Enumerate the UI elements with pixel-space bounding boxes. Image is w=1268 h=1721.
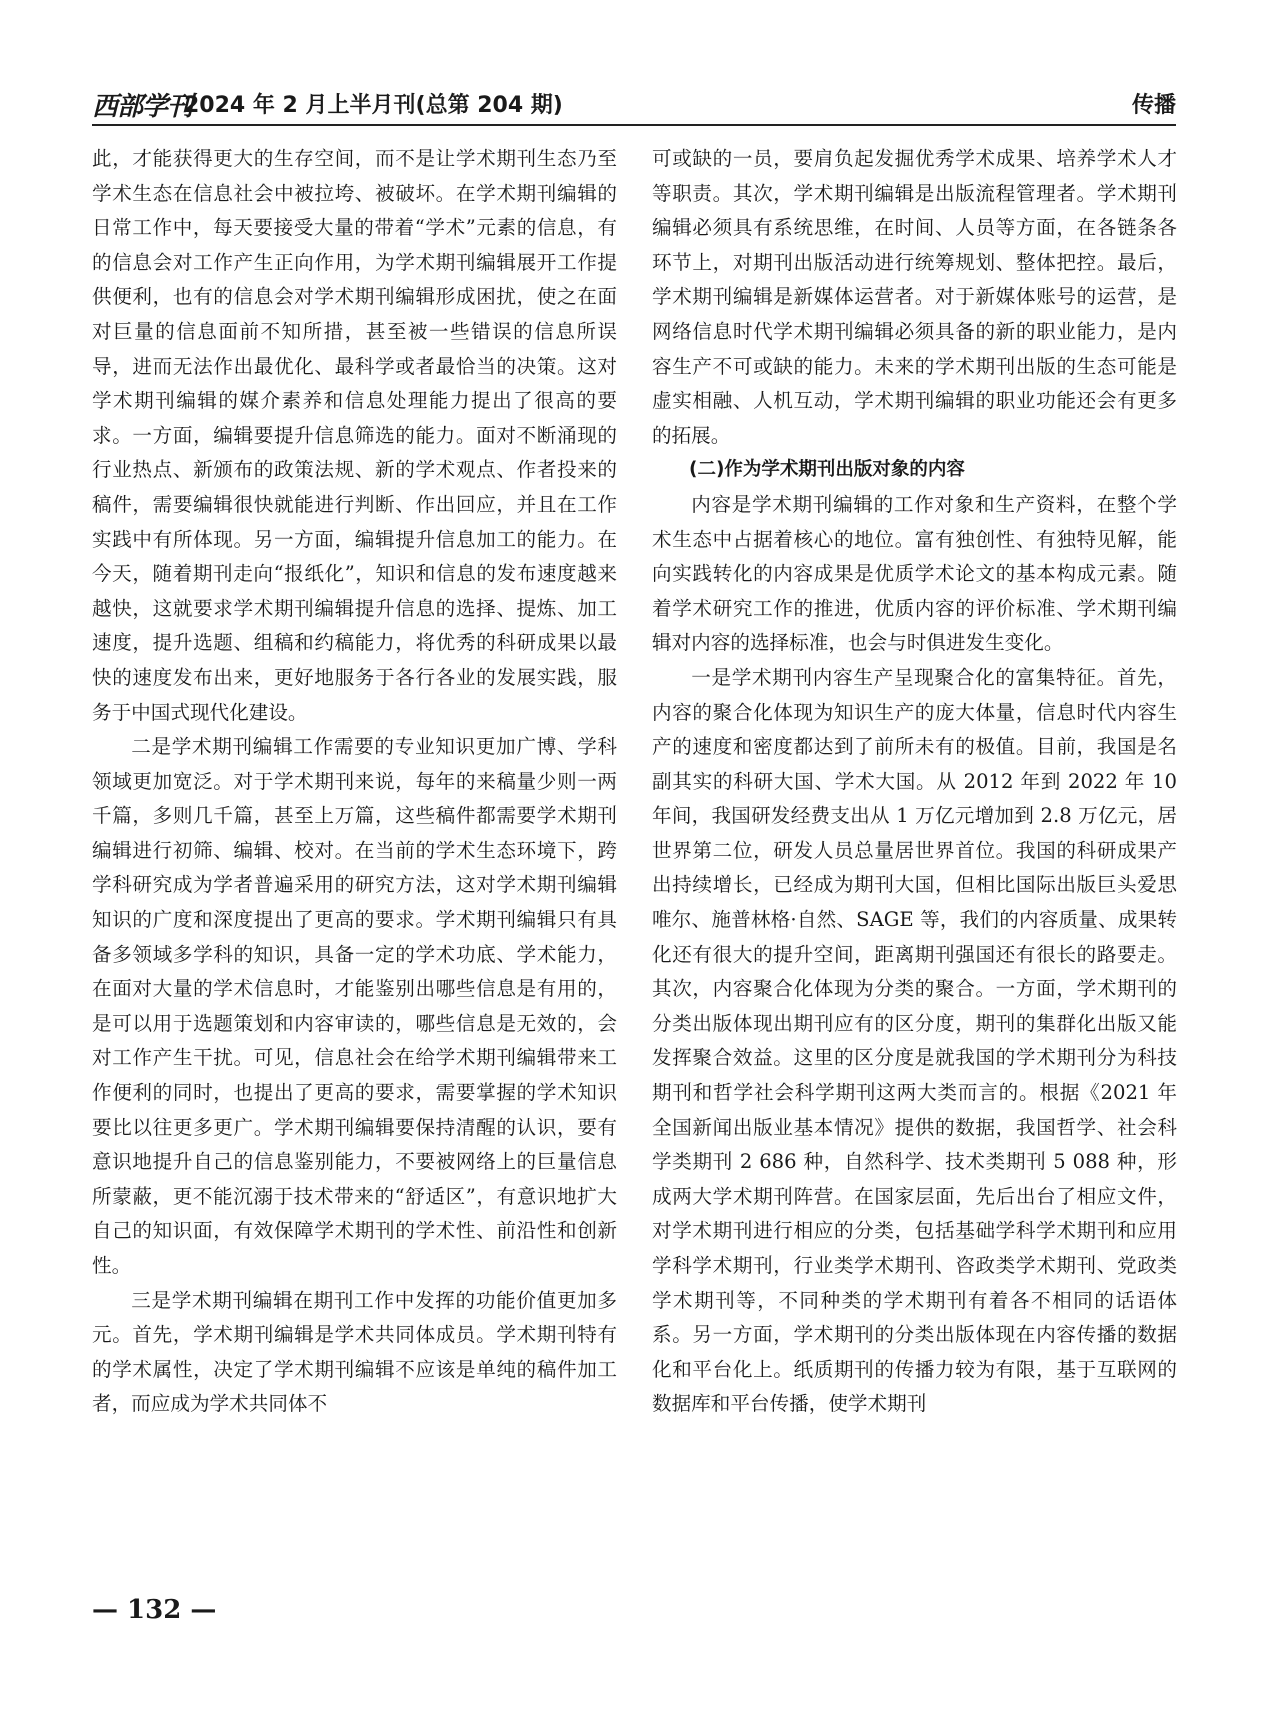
page-header <box>92 84 1176 126</box>
issue-info: 2024 年 2 月上半月刊(总第 204 期) <box>184 93 563 118</box>
paragraph: 三是学术期刊编辑在期刊工作中发挥的功能价值更加多元。首先，学术期刊编辑是学术共同体成员。学术期刊特有的学术属性，决定了学术期刊编辑不应该是单纯的稿件加工者，而应成为学术共同体不 <box>92 1288 617 1416</box>
paragraph: 可或缺的一员，要肩负起发掘优秀学术成果、培养学术人才等职责。其次，学术期刊编辑是出版流程管理者。学术期刊编辑必须具有系统思维，在时间、人员等方面，在各链条各环节上，对期刊出版活动进行统筹规划、整体把控。最后，学术期刊编辑是新媒体运营者。对于新媒体账号的运营，是网络信息时代学术期刊编辑必须具备的新的职业能力，是内容生产不可或缺的能力。未来的学术期刊出版的生态可能是虚实相融、人机互动，学术期刊编辑的职业功能还会有更多的拓展。 <box>652 147 1177 447</box>
page-number: — 132 — <box>92 1595 217 1625</box>
paragraph: 一是学术期刊内容生产呈现聚合化的富集特征。首先，内容的聚合化体现为知识生产的庞大体量，信息时代内容生产的速度和密度都达到了前所未有的极值。目前，我国是名副其实的科研大国、学术大国。从 2012 年到 2022 年 10 年间，我国研发经费支出从 1 万亿元增加到 2.8 万亿元，居世界第二位，研发人员总量居世界首位。我国的科研成果产出持续增长，已经成为期刊大国，但相比国际出版巨头爱思唯尔、施普林格·自然、SAGE 等，我们的内容质量、成果转化还有很大的提升空间，距离期刊强国还有很长的路要走。其次，内容聚合化体现为分类的聚合。一方面，学术期刊的分类出版体现出期刊应有的区分度，期刊的集群化出版又能发挥聚合效益。这里的区分度是就我国的学术期刊分为科技期刊和哲学社会科学期刊这两大类而言的。根据《2021 年全国新闻出版业基本情况》提供的数据，我国哲学、社会科学类期刊 2 686 种，自然科学、技术类期刊 5 088 种，形成两大学术期刊阵营。在国家层面，先后出台了相应文件，对学术期刊进行相应的分类，包括基础学科学术期刊和应用学科学术期刊，行业类学术期刊、咨政类学术期刊、党政类学术期刊等，不同种类的学术期刊有着各不相同的话语体系。另一方面，学术期刊的分类出版体现在内容传播的数据化和平台化上。纸质期刊的传播力较为有限，基于互联网的数据库和平台传播，使学术期刊 <box>652 665 1177 1416</box>
section-name: 传播 <box>1131 93 1176 118</box>
journal-logo: 西部学刊 <box>92 92 193 122</box>
right-column <box>652 142 1177 1422</box>
paragraph: 内容是学术期刊编辑的工作对象和生产资料，在整个学术生态中占据着核心的地位。富有独创性、有独特见解，能向实践转化的内容成果是优质学术论文的基本构成元素。随着学术研究工作的推进，优质内容的评价标准、学术期刊编辑对内容的选择标准，也会与时俱进发生变化。 <box>652 492 1177 655</box>
left-column <box>92 142 617 1422</box>
paragraph: 此，才能获得更大的生存空间，而不是让学术期刊生态乃至学术生态在信息社会中被拉垮、被破坏。在学术期刊编辑的日常工作中，每天要接受大量的带着“学术”元素的信息，有的信息会对工作产生正向作用，为学术期刊编辑展开工作提供便利，也有的信息会对学术期刊编辑形成困扰，使之在面对巨量的信息面前不知所措，甚至被一些错误的信息所误导，进而无法作出最优化、最科学或者最恰当的决策。这对学术期刊编辑的媒介素养和信息处理能力提出了很高的要求。一方面，编辑要提升信息筛选的能力。面对不断涌现的行业热点、新颁布的政策法规、新的学术观点、作者投来的稿件，需要编辑很快就能进行判断、作出回应，并且在工作实践中有所体现。另一方面，编辑提升信息加工的能力。在今天，随着期刊走向“报纸化”，知识和信息的发布速度越来越快，这就要求学术期刊编辑提升信息的选择、提炼、加工速度，提升选题、组稿和约稿能力，将优秀的科研成果以最快的速度发布出来，更好地服务于各行各业的发展实践，服务于中国式现代化建设。 <box>92 147 617 724</box>
section-heading: (二)作为学术期刊出版对象的内容 <box>689 459 965 481</box>
paragraph: 二是学术期刊编辑工作需要的专业知识更加广博、学科领域更加宽泛。对于学术期刊来说，每年的来稿量少则一两千篇，多则几千篇，甚至上万篇，这些稿件都需要学术期刊编辑进行初筛、编辑、校对。在当前的学术生态环境下，跨学科研究成为学者普遍采用的研究方法，这对学术期刊编辑知识的广度和深度提出了更高的要求。学术期刊编辑只有具备多领域多学科的知识，具备一定的学术功底、学术能力，在面对大量的学术信息时，才能鉴别出哪些信息是有用的，是可以用于选题策划和内容审读的，哪些信息是无效的，会对工作产生干扰。可见，信息社会在给学术期刊编辑带来工作便利的同时，也提出了更高的要求，需要掌握的学术知识要比以往更多更广。学术期刊编辑要保持清醒的认识，要有意识地提升自己的信息鉴别能力，不要被网络上的巨量信息所蒙蔽，更不能沉溺于技术带来的“舒适区”，有意识地扩大自己的知识面，有效保障学术期刊的学术性、前沿性和创新性。 <box>92 735 617 1277</box>
